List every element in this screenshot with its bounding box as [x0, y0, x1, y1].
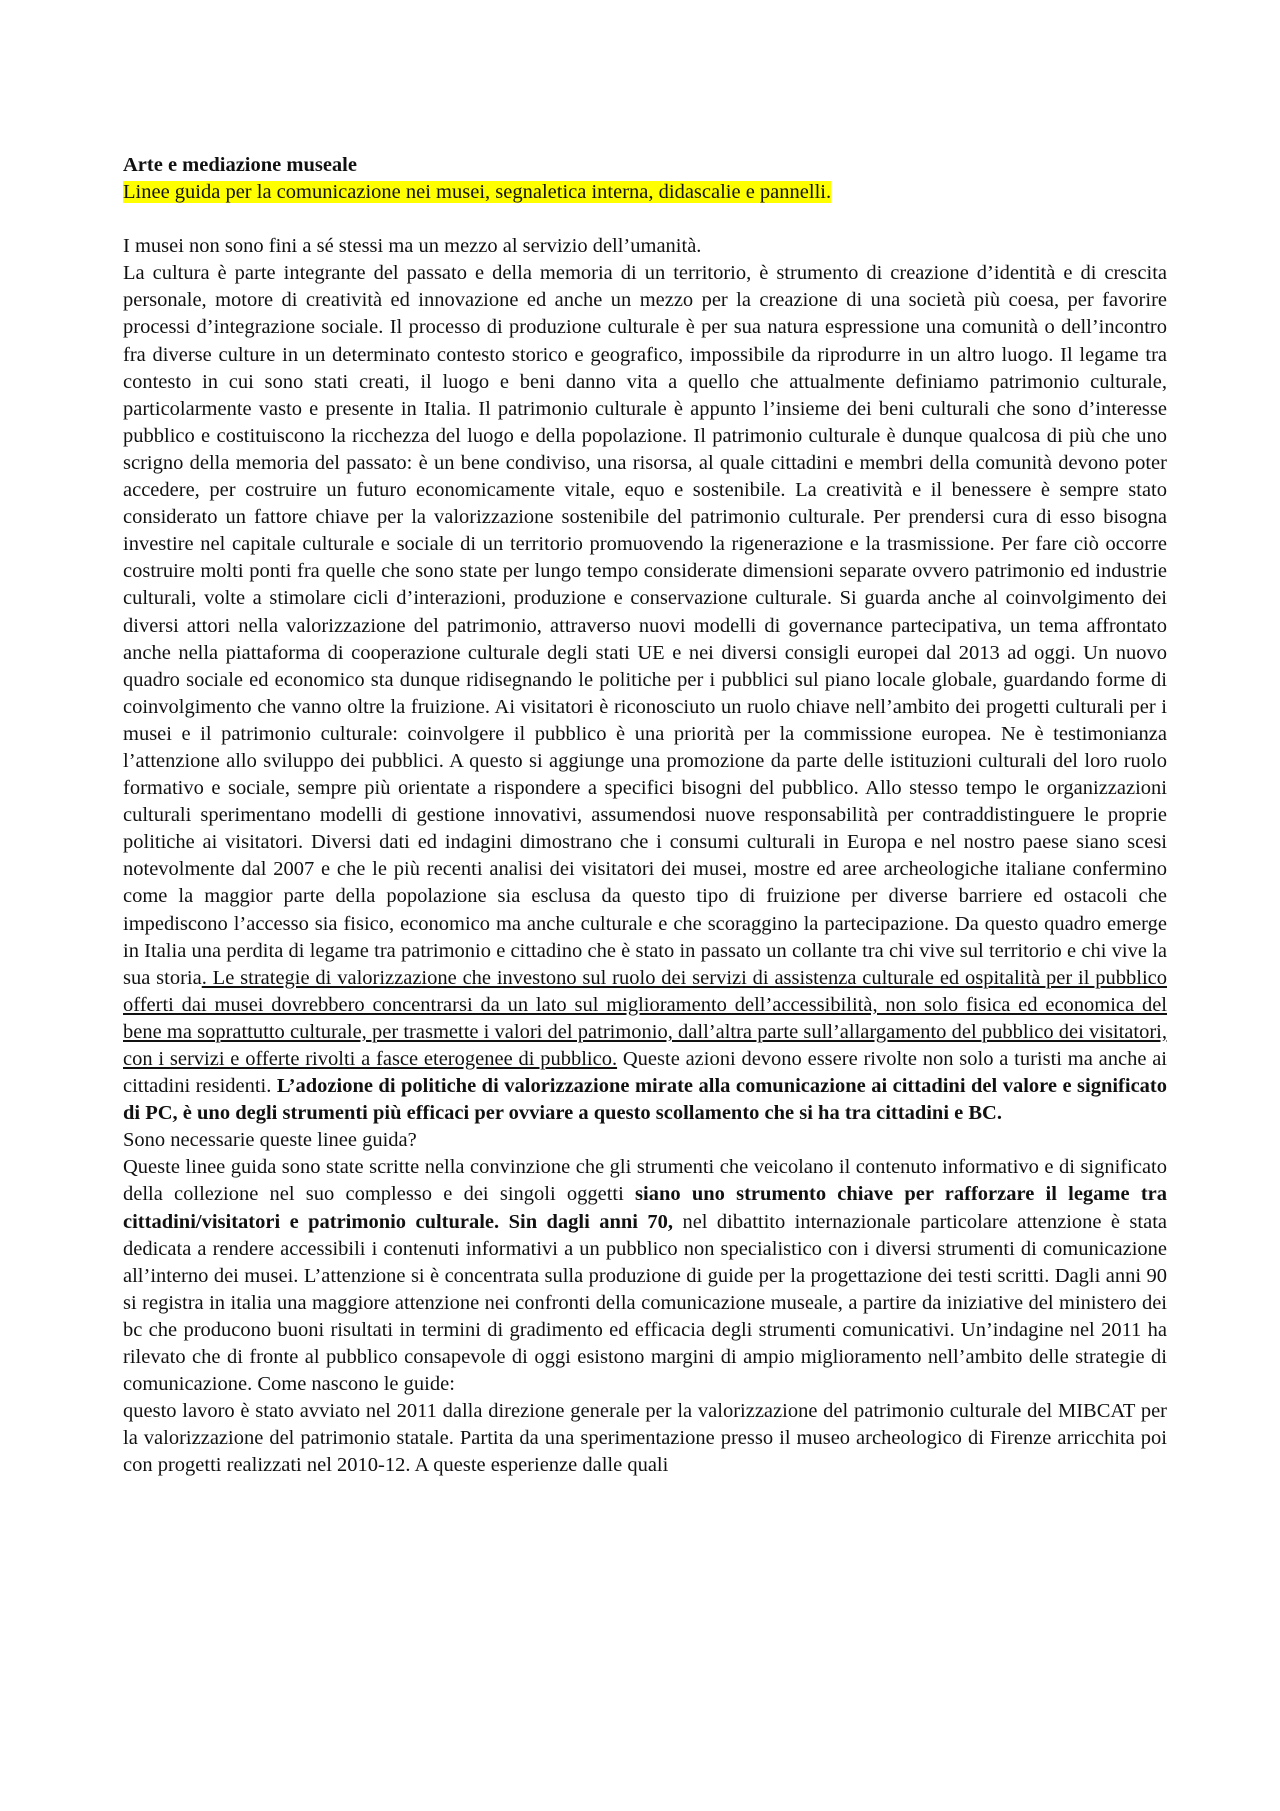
paragraph1-underlined-text: . Le strategie di valorizzazione che investono sul ruolo dei servizi di assistenza culturale ed ospitalità per il pubblico offerti dai musei dovrebbero concentrarsi da un lato sul miglioramento dell’accessibilità, non solo fisica ed economica del bene ma soprattutto culturale, per trasmette i valori del patrimonio, dall’altra parte sull’allargamento del pubblico dei visitatori, con i servizi e offerte rivolti a fasce eterogenee di pubblico. [123, 966, 1167, 1070]
paragraph-origin: questo lavoro è stato avviato nel 2011 dalla direzione generale per la valorizzazione del patrimonio culturale del MIBCAT per la valorizzazione del patrimonio statale. Partita da una sperimentazione presso il museo archeologico di Firenze arricchita poi con progetti realizzati nel 2010-12. A queste esperienze dalle quali [123, 1400, 1167, 1477]
document-title: Arte e mediazione museale [123, 154, 357, 176]
intro-sentence: I musei non sono fini a sé stessi ma un mezzo al servizio dell’umanità. [123, 235, 702, 258]
subtitle-highlight: Linee guida per la comunicazione nei musei, segnaletica interna, didascalie e pannelli. [123, 181, 832, 204]
paragraph2-bold-text: siano uno strumento chiave per rafforzare il legame tra cittadini/visitatori e patrimonio culturale. [123, 1183, 1168, 1233]
document-page [123, 152, 1167, 1480]
question-heading: Sono necessarie queste linee guida? [123, 1129, 417, 1152]
paragraph1-after-underlined: Queste azioni devono essere rivolte non solo a turisti ma anche ai cittadini residenti. [123, 1048, 1167, 1098]
paragraph2-text-end: nel dibattito internazionale particolare attenzione è stata dedicata a rendere accessibili i contenuti informativi a un pubblico non specialistico con i diversi strumenti di comunicazione all’interno dei musei. L’attenzione si è concentrata sulla produzione di guide per la progettazione dei testi scritti. Dagli anni 90 si registra in italia una maggiore attenzione nei confronti della comunicazione museale, a partire da iniziative del ministero dei bc che producono buoni risultati in termini di gradimento ed efficacia degli strumenti comunicativi. Un’indagine nel 2011 ha rilevato che di fronte al pubblico consapevole di oggi esistono margini di ampio miglioramento nell’ambito delle strategie di comunicazione. Come nascono le guide: [123, 1210, 1167, 1396]
blank-line [123, 206, 1167, 233]
paragraph2-text-start: Queste linee guida sono state scritte nella convinzione che gli strumenti che veicolano il contenuto informativo e di significato della collezione nel suo complesso e dei singoli oggetti [123, 1156, 1167, 1206]
document-subtitle [123, 179, 1167, 206]
paragraph1-bold-text: L’adozione di politiche di valorizzazione mirate alla comunicazione ai cittadini del valore e significato di PC, è uno degli strumenti più efficaci per ovviare a questo scollamento che si ha tra cittadini e BC. [123, 1075, 1168, 1125]
paragraph-cultural-heritage [123, 260, 1167, 1127]
paragraph-guidelines [123, 1154, 1167, 1398]
paragraph1-text: La cultura è parte integrante del passato e della memoria di un territorio, è strumento di creazione d’identità e di crescita personale, motore di creatività ed innovazione ed anche un mezzo per la creazione di una società più coesa, per favorire processi d’integrazione sociale. Il processo di produzione culturale è per sua natura espressione una comunità o dell’incontro fra diverse culture in un determinato contesto storico e geografico, impossibile da riprodurre in un altro luogo. Il legame tra contesto in cui sono stati creati, il luogo e beni danno vita a quello che attualmente definiamo patrimonio culturale, particolarmente vasto e presente in Italia. Il patrimonio culturale è appunto l’insieme dei beni culturali che sono d’interesse pubblico e costituiscono la ricchezza del luogo e della popolazione. Il patrimonio culturale è dunque qualcosa di più che uno scrigno della memoria del passato: è un bene condiviso, una risorsa, al quale cittadini e membri della comunità devono poter accedere, per costruire un futuro economicamente vitale, equo e sostenibile. La creatività e il benessere è sempre stato considerato un fattore chiave per la valorizzazione sostenibile del patrimonio culturale. Per prendersi cura di esso bisogna investire nel capitale culturale e sociale di un territorio promuovendo la rigenerazione e la trasmissione. Per fare ciò occorre costruire molti ponti fra quelle che sono state per lungo tempo considerate dimensioni separate ovvero patrimonio ed industrie culturali, volte a stimolare cicli d’interazioni, produzione e conservazione culturale. Si guarda anche al coinvolgimento dei diversi attori nella valorizzazione del patrimonio, attraverso nuovi modelli di governance partecipativa, un tema affrontato anche nella piattaforma di cooperazione culturale degli stati UE e nei diversi consigli europei dal 2013 ad oggi. Un nuovo quadro sociale ed economico sta dunque ridisegnando le politiche per i pubblici sul piano locale globale, guardando forme di coinvolgimento che vanno oltre la fruizione. Ai visitatori è riconosciuto un ruolo chiave nell’ambito dei progetti culturali per i musei e il patrimonio culturale: coinvolgere il pubblico è una priorità per la commissione europea. Ne è testimonianza l’attenzione allo sviluppo dei pubblici. A questo si aggiunge una promozione da parte delle istituzioni culturali del loro ruolo formativo e sociale, sempre più orientate a rispondere a specifici bisogni del pubblico. Allo stesso tempo le organizzazioni culturali sperimentano modelli di gestione innovativi, assumendosi nuove responsabilità per contraddistinguere le proprie politiche ai visitatori. Diversi dati ed indagini dimostrano che i consumi culturali in Europa e nel nostro paese siano scesi notevolmente dal 2007 e che le più recenti analisi dei visitatori dei musei, mostre ed aree archeologiche italiane confermino come la maggior parte della popolazione sia esclusa da questo tipo di fruizione per diverse barriere ed ostacoli che impediscono l’accesso sia fisico, economico ma anche culturale e che scoraggino la partecipazione. Da questo quadro emerge in Italia una perdita di legame tra patrimonio e cittadino che è stato in passato un collante tra chi vive sul territorio e chi vive la sua storia [123, 262, 1167, 989]
paragraph2-bold-date: Sin dagli anni 70, [499, 1210, 674, 1233]
